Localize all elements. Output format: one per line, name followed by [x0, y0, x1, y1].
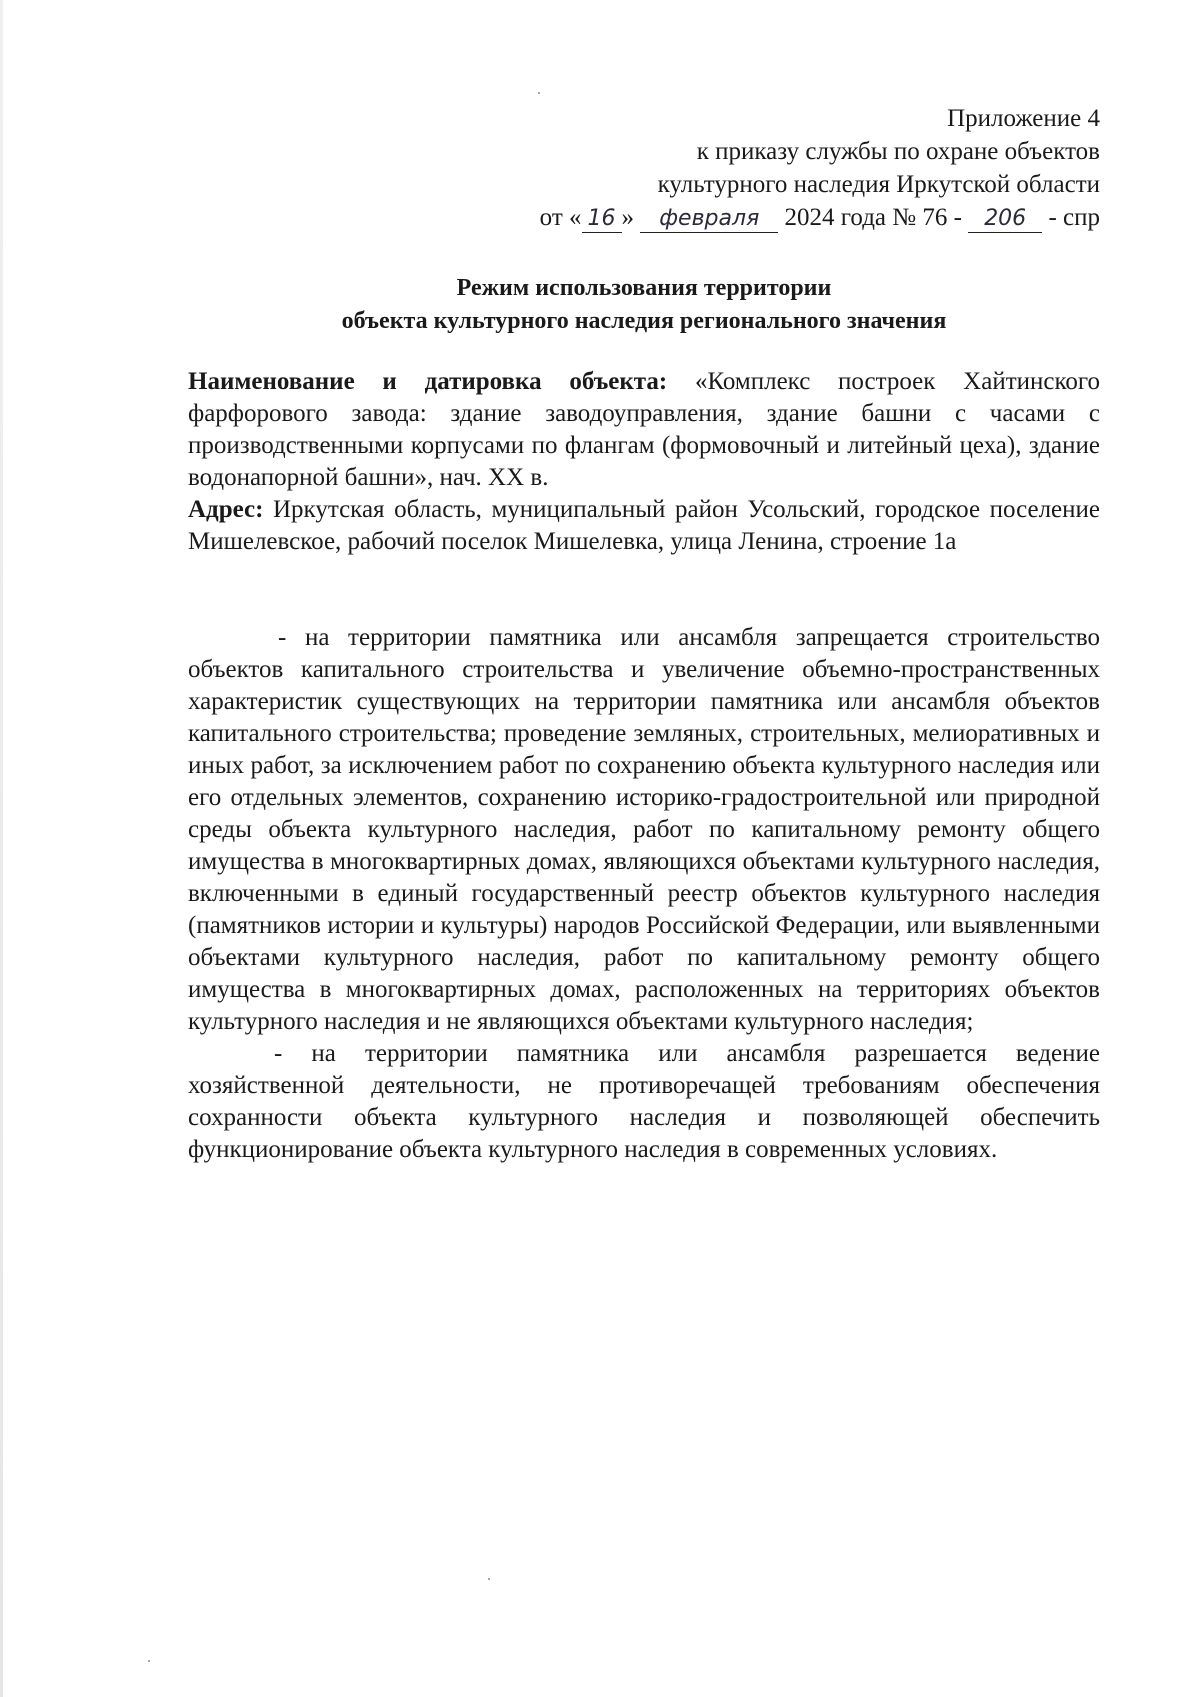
scan-speck [538, 92, 540, 94]
handwritten-day: 16 [582, 206, 622, 233]
handwritten-order-number: 206 [968, 206, 1042, 233]
order-suffix: - спр [1048, 204, 1100, 231]
object-name-label: Наименование и датировка объекта: [188, 368, 668, 395]
object-name-value: «Комплекс построек Хайтинского фарфорового завода: здание заводоуправления, здание башни с часами с производственными корпусами по флангам (формовочный и литейный цеха), здание водонапорной башни», нач. XX в. [188, 368, 1100, 491]
object-address-paragraph [188, 494, 1100, 558]
document-body [188, 366, 1100, 1166]
title-line-1: Режим использования территории [456, 275, 832, 301]
rule-item-permitted: - на территории памятника или ансамбля разрешается ведение хозяйственной деятельности, не противоречащей требованиям обеспечения сохранности объекта культурного наследия и позволяющей обеспечить функционирование объекта культурного наследия в современных условиях. [188, 1040, 1100, 1163]
date-mid: » [621, 204, 635, 231]
appendix-order-ref: к приказу службы по охране объектов [696, 138, 1100, 165]
document-title [188, 272, 1100, 338]
appendix-header [380, 102, 1100, 234]
date-year-text: 2024 года № 76 - [784, 204, 962, 231]
appendix-number: Приложение 4 [947, 105, 1100, 132]
object-address-label: Адрес: [188, 496, 264, 523]
appendix-authority: культурного наследия Иркутской области [657, 171, 1100, 198]
object-address-value: Иркутская область, муниципальный район Усольский, городское поселение Мишелевское, рабочий поселок Мишелевка, улица Ленина, строение 1а [188, 496, 1101, 555]
scan-edge [0, 0, 3, 1697]
object-name-paragraph [188, 366, 1100, 494]
handwritten-month: февраля [640, 206, 778, 233]
title-line-2: объекта культурного наследия регионального значения [341, 308, 947, 334]
date-prefix: от « [539, 204, 582, 231]
paragraph-spacer [188, 558, 1100, 622]
appendix-date-line [380, 201, 1100, 234]
rule-item-prohibited: - на территории памятника или ансамбля запрещается строительство объектов капитального строительства и увеличение объемно-пространственных характеристик существующих на территории памятника или ансамбля объектов капитального строительства; проведение земляных, строительных, мелиоративных и иных работ, за исключением работ по сохранению объекта культурного наследия или его отдельных элементов, сохранению историко-градостроительной или природной среды объекта культурного наследия, работ по капитальному ремонту общего имущества в многоквартирных домах, являющихся объектами культурного наследия, включенными в единый государственный реестр объектов культурного наследия (памятников истории и культуры) народов Российской Федерации, или выявленными объектами культурного наследия, работ по капитальному ремонту общего имущества в многоквартирных домах, расположенных на территориях объектов культурного наследия и не являющихся объектами культурного наследия; [188, 624, 1100, 1035]
scan-speck [488, 1578, 490, 1580]
scan-speck [148, 1660, 150, 1662]
